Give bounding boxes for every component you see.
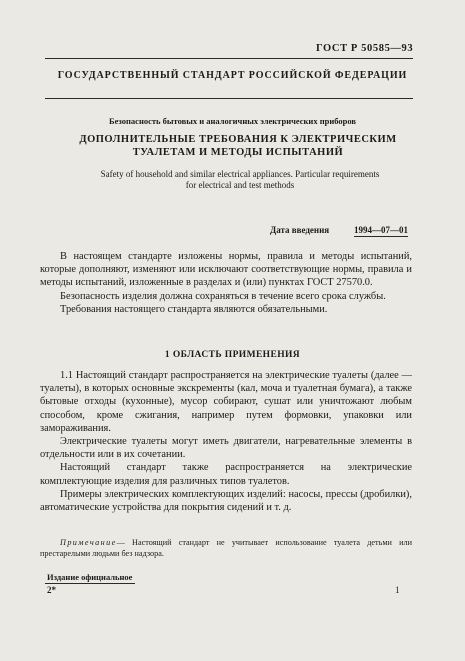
section-paragraph: Настоящий стандарт также распространяется на электрические комплектующие изделия для различных типов туалетов.: [40, 462, 412, 487]
page-signature: 2*: [47, 585, 56, 595]
state-standard-title: ГОСУДАРСТВЕННЫЙ СТАНДАРТ РОССИЙСКОЙ ФЕДЕРАЦИИ: [57, 70, 408, 81]
note: [40, 537, 412, 559]
page-number: 1: [395, 585, 400, 595]
header-rule: [45, 58, 413, 59]
edition-rule: [45, 583, 135, 584]
english-title: Safety of household and similar electrical appliances. Particular requirements for electrical and test methods: [100, 169, 380, 190]
section-heading: 1 ОБЛАСТЬ ПРИМЕНЕНИЯ: [164, 350, 301, 360]
section-paragraph: Электрические туалеты могут иметь двигатели, нагревательные элементы в отдельности или в их сочетании.: [40, 436, 412, 461]
intro-date-value: 1994—07—01: [354, 225, 408, 235]
title-rule: [45, 98, 413, 99]
section-paragraph: 1.1 Настоящий стандарт распространяется на электрические туалеты (далее — туалеты), в которых основные экскременты (кал, моча и туалетная бумага), а также бытовые отходы (кухонные), мусор собирают, сушат или уничтожают любым способом, кроме сжигания, например путем формовки, упаковки или замораживания.: [40, 370, 412, 434]
note-label: Примечание: [60, 538, 117, 547]
intro-paragraph: Безопасность изделия должна сохраняться в течение всего срока службы.: [60, 290, 386, 302]
intro-paragraph: В настоящем стандарте изложены нормы, правила и методы испытаний, которые дополняют, изменяют или исключают соответствующие нормы, правила и методы испытаний, изложенные в разделах и (или) пунктах ГОСТ 27570.0.: [40, 251, 412, 289]
section-paragraph: Примеры электрических комплектующих изделий: насосы, прессы (дробилки), автоматические устройства для покрытия сидений и т. д.: [40, 488, 412, 514]
intro-date-label: Дата введения: [270, 225, 330, 235]
intro-paragraph: Требования настоящего стандарта являются обязательными.: [60, 303, 328, 315]
edition-label: Издание официальное: [47, 572, 133, 582]
document-subtitle: Безопасность бытовых и аналогичных электрических приборов: [109, 116, 356, 126]
section-text: [40, 369, 412, 514]
gost-code: ГОСТ Р 50585—93: [316, 43, 414, 54]
intro-text: [40, 250, 412, 316]
note-text: — Настоящий стандарт не учитывает использование туалета детьми или престарелыми людьми без надзора.: [40, 538, 412, 558]
document-main-title: ДОПОЛНИТЕЛЬНЫЕ ТРЕБОВАНИЯ К ЭЛЕКТРИЧЕСКИМ ТУАЛЕТАМ И МЕТОДЫ ИСПЫТАНИЙ: [79, 134, 397, 158]
